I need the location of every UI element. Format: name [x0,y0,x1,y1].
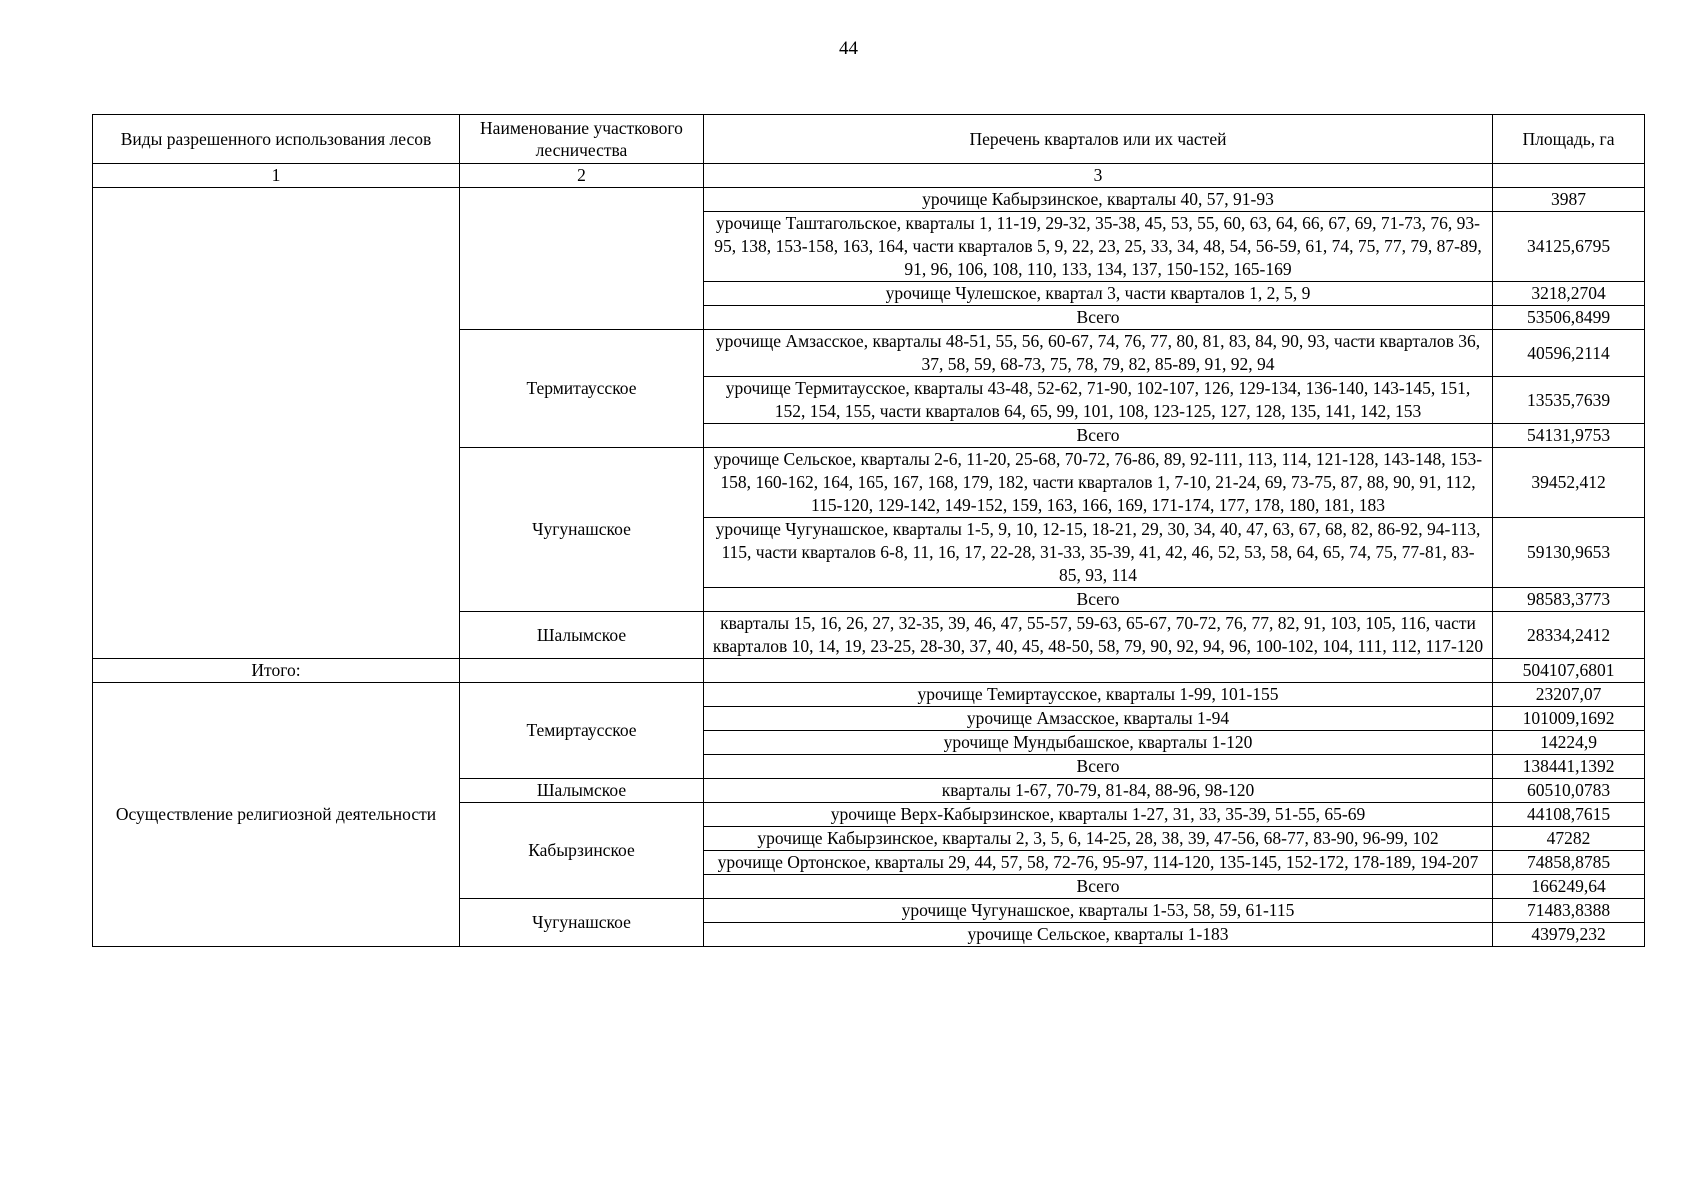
area-cell: 34125,6795 [1493,212,1645,282]
column-number: 1 [93,164,460,188]
subtotal-area: 138441,1392 [1493,755,1645,779]
subtotal-label: Всего [704,424,1493,448]
quarters-cell: урочище Таштагольское, кварталы 1, 11-19, 29-32, 35-38, 45, 53, 55, 60, 63, 64, 66, 67, 69, 71-73, 76, 93-95, 138, 153-158, 163, 164, части кварталов 5, 9, 22, 23, 25, 33, 34, 48, 54, 56-59, 61, 74, 75, 77, 79, 87-89, 91, 96, 106, 108, 110, 133, 134, 137, 150-152, 165-169 [704,212,1493,282]
quarters-cell: урочище Кабырзинское, кварталы 40, 57, 91-93 [704,188,1493,212]
subtotal-label: Всего [704,306,1493,330]
subtotal-area: 53506,8499 [1493,306,1645,330]
area-cell: 71483,8388 [1493,899,1645,923]
quarters-cell: кварталы 15, 16, 26, 27, 32-35, 39, 46, 47, 55-57, 59-63, 65-67, 70-72, 76, 77, 82, 91, 103, 105, 116, части кварталов 10, 14, 19, 23-25, 28-30, 37, 40, 45, 48-50, 58, 79, 90, 92, 94, 96, 100-102, 104, 111, 112, 117-120 [704,612,1493,659]
subtotal-label: Всего [704,588,1493,612]
area-cell: 44108,7615 [1493,803,1645,827]
subtotal-area: 54131,9753 [1493,424,1645,448]
subtotal-area: 166249,64 [1493,875,1645,899]
forestry-cell: Чугунашское [460,448,704,612]
use-type-cell: Осуществление религиозной деятельности [93,683,460,947]
header-forestry-name: Наименование участкового лесничества [460,115,704,164]
quarters-cell: урочище Термитаусское, кварталы 43-48, 52-62, 71-90, 102-107, 126, 129-134, 136-140, 143-145, 151, 152, 154, 155, части кварталов 64, 65, 99, 101, 108, 123-125, 127, 128, 135, 141, 142, 153 [704,377,1493,424]
use-type-cell [93,188,460,659]
quarters-cell: урочище Чулешское, квартал 3, части кварталов 1, 2, 5, 9 [704,282,1493,306]
quarters-cell: урочище Сельское, кварталы 1-183 [704,923,1493,947]
quarters-cell: урочище Сельское, кварталы 2-6, 11-20, 25-68, 70-72, 76-86, 89, 92-111, 113, 114, 121-128, 143-148, 153-158, 160-162, 164, 165, 167, 168, 179, 182, части кварталов 1, 7-10, 21-24, 69, 73-75, 87, 88, 90, 91, 112, 115-120, 129-142, 149-152, 159, 163, 166, 169, 171-174, 177, 178, 180, 181, 183 [704,448,1493,518]
forestry-cell: Кабырзинское [460,803,704,899]
quarters-cell: урочище Ортонское, кварталы 29, 44, 57, 58, 72-76, 95-97, 114-120, 135-145, 152-172, 178-189, 194-207 [704,851,1493,875]
quarters-cell: урочище Чугунашское, кварталы 1-5, 9, 10, 12-15, 18-21, 29, 30, 34, 40, 47, 63, 67, 68, 82, 86-92, 94-113, 115, части кварталов 6-8, 11, 16, 17, 22-28, 31-33, 35-39, 41, 42, 46, 52, 53, 58, 64, 65, 74, 75, 77-81, 83-85, 93, 114 [704,518,1493,588]
area-cell: 40596,2114 [1493,330,1645,377]
area-cell: 28334,2412 [1493,612,1645,659]
forestry-cell: Шалымское [460,779,704,803]
quarters-cell: урочище Темиртаусское, кварталы 1-99, 101-155 [704,683,1493,707]
forestry-cell: Шалымское [460,612,704,659]
header-quarters-list: Перечень кварталов или их частей [704,115,1493,164]
empty-cell [704,659,1493,683]
page-number: 44 [839,38,858,59]
area-cell: 39452,412 [1493,448,1645,518]
quarters-cell: кварталы 1-67, 70-79, 81-84, 88-96, 98-120 [704,779,1493,803]
table-header-row [93,115,1645,164]
header-use-type: Виды разрешенного использования лесов [93,115,460,164]
forestry-cell [460,188,704,330]
subtotal-label: Всего [704,875,1493,899]
area-cell: 13535,7639 [1493,377,1645,424]
forestry-cell: Темиртаусское [460,683,704,779]
empty-cell [460,659,704,683]
quarters-cell: урочище Амзасское, кварталы 48-51, 55, 56, 60-67, 74, 76, 77, 80, 81, 83, 84, 90, 93, части кварталов 36, 37, 58, 59, 68-73, 75, 78, 79, 82, 85-89, 91, 92, 94 [704,330,1493,377]
column-number [1493,164,1645,188]
subtotal-area: 98583,3773 [1493,588,1645,612]
grand-total-row [93,659,1645,683]
table-row [93,683,1645,707]
column-number: 3 [704,164,1493,188]
area-cell: 60510,0783 [1493,779,1645,803]
area-cell: 43979,232 [1493,923,1645,947]
area-cell: 101009,1692 [1493,707,1645,731]
subtotal-label: Всего [704,755,1493,779]
area-cell: 14224,9 [1493,731,1645,755]
quarters-cell: урочище Верх-Кабырзинское, кварталы 1-27, 31, 33, 35-39, 51-55, 65-69 [704,803,1493,827]
area-cell: 3218,2704 [1493,282,1645,306]
quarters-cell: урочище Амзасское, кварталы 1-94 [704,707,1493,731]
table-row [93,188,1645,212]
area-cell: 47282 [1493,827,1645,851]
quarters-cell: урочище Кабырзинское, кварталы 2, 3, 5, 6, 14-25, 28, 38, 39, 47-56, 68-77, 83-90, 96-99, 102 [704,827,1493,851]
quarters-cell: урочище Чугунашское, кварталы 1-53, 58, 59, 61-115 [704,899,1493,923]
area-cell: 74858,8785 [1493,851,1645,875]
column-number-row [93,164,1645,188]
header-area: Площадь, га [1493,115,1645,164]
forest-use-table [92,114,1645,947]
forestry-cell: Чугунашское [460,899,704,947]
area-cell: 59130,9653 [1493,518,1645,588]
grand-total-label: Итого: [93,659,460,683]
forestry-cell: Термитаусское [460,330,704,448]
area-cell: 23207,07 [1493,683,1645,707]
area-cell: 3987 [1493,188,1645,212]
quarters-cell: урочище Мундыбашское, кварталы 1-120 [704,731,1493,755]
column-number: 2 [460,164,704,188]
grand-total-area: 504107,6801 [1493,659,1645,683]
